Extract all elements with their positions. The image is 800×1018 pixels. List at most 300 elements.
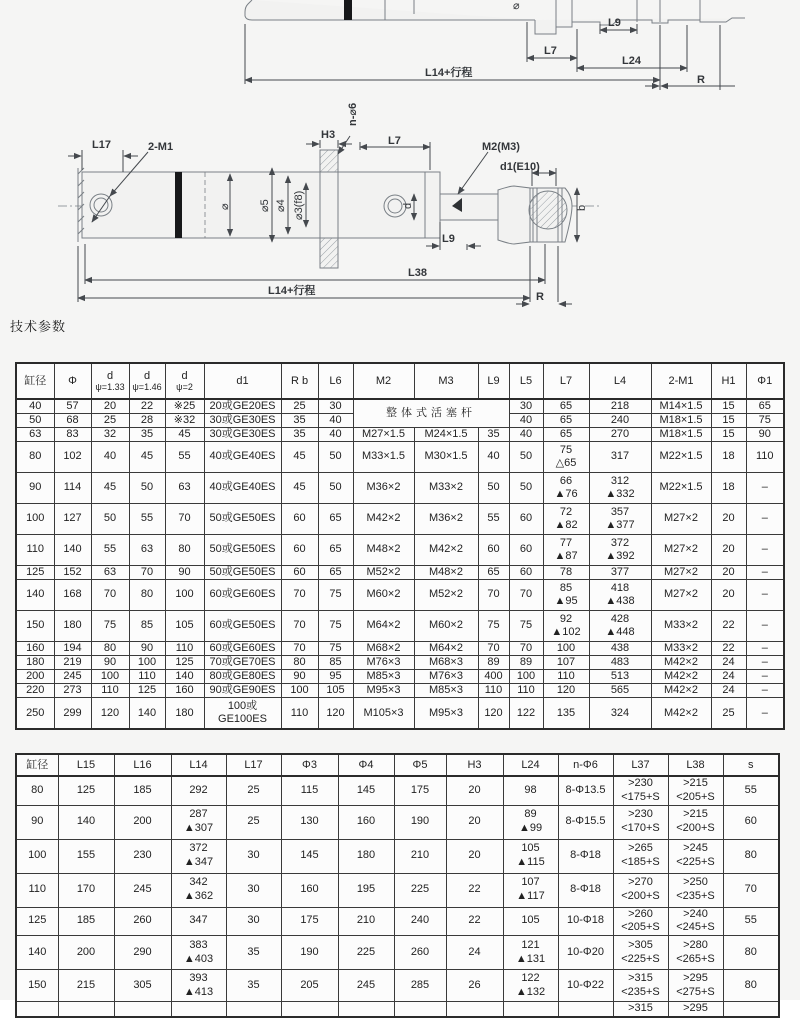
cell: M64×2	[414, 641, 478, 655]
cell: 85	[318, 655, 353, 669]
cell: 70	[478, 641, 509, 655]
cell: 140	[165, 669, 204, 683]
table-row	[16, 1002, 779, 1017]
cell: 90或GE90ES	[204, 683, 281, 697]
cell: 63	[16, 427, 54, 441]
cell: 305	[114, 970, 171, 1002]
cell: >315 <235+S	[613, 970, 668, 1002]
table-row	[16, 776, 779, 805]
cell: 185	[58, 907, 114, 936]
table-row	[16, 805, 779, 839]
cell: >240 <245+S	[668, 907, 723, 936]
cell: 83	[54, 427, 91, 441]
cell: 185	[114, 776, 171, 805]
column-header: H1	[711, 363, 746, 399]
cell: 240	[394, 907, 446, 936]
cell: M52×2	[414, 579, 478, 610]
cell	[226, 1002, 281, 1017]
column-header: Φ	[54, 363, 91, 399]
cell: 245	[54, 669, 91, 683]
cell: 120	[318, 697, 353, 729]
cell: 50或GE50ES	[204, 503, 281, 534]
column-header: M3	[414, 363, 478, 399]
cell: M27×2	[651, 503, 711, 534]
cell: 68	[54, 413, 91, 427]
column-header: L15	[58, 754, 114, 776]
cell: 28	[129, 413, 165, 427]
cell: 75	[318, 579, 353, 610]
cell: –	[746, 565, 784, 579]
cell: 35	[478, 427, 509, 441]
cell: 372 ▲347	[171, 839, 226, 873]
cell: M68×3	[414, 655, 478, 669]
cell: 85	[129, 610, 165, 641]
column-header: L38	[668, 754, 723, 776]
cell: 45	[165, 427, 204, 441]
cell: 287 ▲307	[171, 805, 226, 839]
cell: 50或GE50ES	[204, 534, 281, 565]
cell: 8-Φ15.5	[558, 805, 613, 839]
cell: 18	[711, 441, 746, 472]
cell: 90	[129, 641, 165, 655]
cell: 110	[16, 534, 54, 565]
table-row	[16, 873, 779, 907]
cell: 215	[58, 970, 114, 1002]
cell: M42×2	[414, 534, 478, 565]
cell: M68×2	[353, 641, 414, 655]
cell: 75 △65	[543, 441, 589, 472]
cell: 100	[281, 683, 318, 697]
cell: 377	[589, 565, 651, 579]
cell: 40	[478, 441, 509, 472]
cell: 24	[711, 669, 746, 683]
dim-label-phi5: ⌀5	[259, 199, 271, 212]
cell: M60×2	[414, 610, 478, 641]
cell: 312 ▲332	[589, 472, 651, 503]
cell: 40	[318, 413, 353, 427]
cell: M18×1.5	[651, 413, 711, 427]
cell: M60×2	[353, 579, 414, 610]
cell: 260	[114, 907, 171, 936]
cell: 120	[543, 683, 589, 697]
cell: 30	[226, 873, 281, 907]
cell: 10-Φ22	[558, 970, 613, 1002]
cell: 127	[54, 503, 91, 534]
cell: 55	[723, 907, 779, 936]
cell: 70或GE70ES	[204, 655, 281, 669]
cell: 25	[281, 399, 318, 413]
cell: 50	[509, 472, 543, 503]
cell: 45	[129, 441, 165, 472]
cell: –	[746, 655, 784, 669]
cell: 324	[589, 697, 651, 729]
cell: 60	[509, 503, 543, 534]
tech-params-table-main	[15, 362, 785, 730]
cell: 50	[478, 472, 509, 503]
table-row	[16, 970, 779, 1002]
cell: 400	[478, 669, 509, 683]
cell: M48×2	[414, 565, 478, 579]
cell: 70	[723, 873, 779, 907]
cell: 100	[129, 655, 165, 669]
cell: M27×2	[651, 565, 711, 579]
cell: 70	[129, 565, 165, 579]
dim-label-l9: L9	[608, 17, 621, 29]
dim-label-l9-main: L9	[442, 233, 455, 245]
table-row	[16, 441, 784, 472]
cell: 55	[129, 503, 165, 534]
cell: 18	[711, 472, 746, 503]
cell: 125	[16, 907, 58, 936]
cell: 75	[746, 413, 784, 427]
cell: 89	[478, 655, 509, 669]
dim-label-n-phi6: n-⌀6	[347, 102, 359, 126]
cell	[723, 1002, 779, 1017]
cell: >260 <205+S	[613, 907, 668, 936]
cell: 60	[281, 503, 318, 534]
cell: 15	[711, 413, 746, 427]
cell: M14×1.5	[651, 399, 711, 413]
cell: 45	[281, 441, 318, 472]
cell: 35	[226, 970, 281, 1002]
cell: M18×1.5	[651, 427, 711, 441]
cell	[338, 1002, 394, 1017]
cell: 50或GE50ES	[204, 565, 281, 579]
cell: 80	[16, 776, 58, 805]
cell: 180	[165, 697, 204, 729]
cell: 200	[114, 805, 171, 839]
column-header: d1	[204, 363, 281, 399]
cell: 210	[394, 839, 446, 873]
cell: 114	[54, 472, 91, 503]
cell: 90	[16, 472, 54, 503]
cell: 40或GE40ES	[204, 472, 281, 503]
cell: 80	[16, 441, 54, 472]
cell: 115	[281, 776, 338, 805]
cell: 30	[509, 399, 543, 413]
cell: –	[746, 610, 784, 641]
tech-params-table-mounting	[15, 753, 780, 1018]
cell: 122	[509, 697, 543, 729]
cell: 110	[281, 697, 318, 729]
cell: 428 ▲448	[589, 610, 651, 641]
table-row	[16, 641, 784, 655]
cell: 55	[91, 534, 129, 565]
cell: 20	[711, 534, 746, 565]
cell: 102	[54, 441, 91, 472]
cell: M42×2	[651, 655, 711, 669]
cell: M27×2	[651, 579, 711, 610]
cell	[503, 1002, 558, 1017]
dim-label-l7-main: L7	[388, 135, 401, 147]
cell: >270 <200+S	[613, 873, 668, 907]
cylinder-diagram-main	[0, 102, 800, 313]
cell: 98	[503, 776, 558, 805]
cell: >280 <265+S	[668, 936, 723, 970]
column-header: s	[723, 754, 779, 776]
cell: 168	[54, 579, 91, 610]
cell: 65	[478, 565, 509, 579]
cell: 120	[478, 697, 509, 729]
cell	[394, 1002, 446, 1017]
cell: 50	[129, 472, 165, 503]
cell	[558, 1002, 613, 1017]
dim-label-r-main: R	[536, 291, 544, 303]
cell: 122 ▲132	[503, 970, 558, 1002]
cell: 26	[446, 970, 503, 1002]
table-row	[16, 907, 779, 936]
cell: M33×1.5	[353, 441, 414, 472]
cell: M22×1.5	[651, 441, 711, 472]
column-header: L4	[589, 363, 651, 399]
cell: 10-Φ18	[558, 907, 613, 936]
cell: –	[746, 534, 784, 565]
cell: 200	[58, 936, 114, 970]
table-row	[16, 399, 784, 413]
cell: 70	[281, 641, 318, 655]
section-title: 技术参数	[10, 319, 67, 334]
table-row	[16, 655, 784, 669]
column-header: L7	[543, 363, 589, 399]
dim-label-phi: ⌀	[219, 203, 231, 210]
cell: M76×3	[353, 655, 414, 669]
column-header: L24	[503, 754, 558, 776]
cell: 20	[91, 399, 129, 413]
cell: 45	[91, 472, 129, 503]
cell: 105	[503, 907, 558, 936]
cell: 25	[226, 805, 281, 839]
cell: >265 <185+S	[613, 839, 668, 873]
dim-label-2m1: 2-M1	[148, 141, 174, 153]
cell: 25	[226, 776, 281, 805]
cell: M33×2	[651, 610, 711, 641]
cell: 418 ▲438	[589, 579, 651, 610]
cell: 70	[91, 579, 129, 610]
cell: 110	[478, 683, 509, 697]
cell: 75	[478, 610, 509, 641]
column-header: R b	[281, 363, 318, 399]
cell: 245	[114, 873, 171, 907]
cell: 65	[318, 503, 353, 534]
cell: 89 ▲99	[503, 805, 558, 839]
column-header: d ψ=1.33	[91, 363, 129, 399]
cell: 125	[16, 565, 54, 579]
cell: 22	[711, 641, 746, 655]
cell: 40	[509, 427, 543, 441]
dim-label-d: d	[402, 202, 414, 209]
cell: 8-Φ18	[558, 839, 613, 873]
cell	[171, 1002, 226, 1017]
dim-label-h3: H3	[321, 129, 336, 141]
column-header: 缸径	[16, 754, 58, 776]
cell: M42×2	[651, 697, 711, 729]
cell: 60	[478, 534, 509, 565]
table-row	[16, 610, 784, 641]
cell: 145	[281, 839, 338, 873]
dim-label-l38: L38	[408, 267, 427, 279]
cell: >250 <235+S	[668, 873, 723, 907]
column-header: n-Φ6	[558, 754, 613, 776]
cell: 225	[338, 936, 394, 970]
cell: 90	[16, 805, 58, 839]
cell: 22	[129, 399, 165, 413]
cell: 105 ▲115	[503, 839, 558, 873]
column-header: L6	[318, 363, 353, 399]
cell: 40	[16, 399, 54, 413]
table-row	[16, 669, 784, 683]
cell: 80	[723, 936, 779, 970]
cell: 65	[543, 427, 589, 441]
cell: 219	[54, 655, 91, 669]
cell: 40	[509, 413, 543, 427]
cell: 110	[746, 441, 784, 472]
dim-label-m2m3: M2(M3)	[482, 141, 520, 153]
cell: 78	[543, 565, 589, 579]
cell: 357 ▲377	[589, 503, 651, 534]
cell: M85×3	[414, 683, 478, 697]
cell: M24×1.5	[414, 427, 478, 441]
cell: 70	[281, 579, 318, 610]
cylinder-diagram-top	[0, 0, 800, 112]
cell: 89	[509, 655, 543, 669]
cell: 383 ▲403	[171, 936, 226, 970]
cell: 80	[165, 534, 204, 565]
column-header: 缸径	[16, 363, 54, 399]
cell: 140	[16, 579, 54, 610]
cell: >215 <205+S	[668, 776, 723, 805]
cell: 20或GE20ES	[204, 399, 281, 413]
cell	[16, 1002, 58, 1017]
cell: 75	[91, 610, 129, 641]
cell: 25	[711, 697, 746, 729]
cell: 35	[129, 427, 165, 441]
cell: 80	[91, 641, 129, 655]
cell: 190	[281, 936, 338, 970]
cell: 260	[394, 936, 446, 970]
cell: 194	[54, 641, 91, 655]
cell: 110	[91, 683, 129, 697]
cell: 125	[58, 776, 114, 805]
cell: –	[746, 503, 784, 534]
cell: 393 ▲413	[171, 970, 226, 1002]
cell: 200	[16, 669, 54, 683]
cell: 50	[91, 503, 129, 534]
table-row	[16, 427, 784, 441]
cell: 65	[318, 565, 353, 579]
cell: –	[746, 641, 784, 655]
table-row	[16, 579, 784, 610]
cell: 15	[711, 399, 746, 413]
cell: 63	[129, 534, 165, 565]
cell: 245	[338, 970, 394, 1002]
cell: 70	[478, 579, 509, 610]
cell: M27×2	[651, 534, 711, 565]
cell: 175	[394, 776, 446, 805]
table-row	[16, 503, 784, 534]
cell: 80	[723, 970, 779, 1002]
cell: 180	[54, 610, 91, 641]
cell: –	[746, 697, 784, 729]
cell: 20	[446, 776, 503, 805]
cell: >230 <175+S	[613, 776, 668, 805]
cell: M76×3	[414, 669, 478, 683]
cell: 20	[711, 579, 746, 610]
cell: 180	[16, 655, 54, 669]
cell: M95×3	[353, 683, 414, 697]
cell: 22	[711, 610, 746, 641]
dim-label-l14-stroke-main: L14+行程	[268, 285, 316, 297]
cell: 160	[281, 873, 338, 907]
cell: 150	[16, 610, 54, 641]
cell: 290	[114, 936, 171, 970]
cell: 50	[509, 441, 543, 472]
cell: 125	[165, 655, 204, 669]
cell: 60	[723, 805, 779, 839]
cell: 292	[171, 776, 226, 805]
cell: –	[746, 669, 784, 683]
cell: 30	[318, 399, 353, 413]
cell: 55	[723, 776, 779, 805]
table-row	[16, 472, 784, 503]
cell: 70	[281, 610, 318, 641]
cell: 273	[54, 683, 91, 697]
cell: 30	[226, 839, 281, 873]
cell: 40	[318, 427, 353, 441]
cell: 92 ▲102	[543, 610, 589, 641]
cell: 70	[509, 579, 543, 610]
cell: >305 <225+S	[613, 936, 668, 970]
cell: M95×3	[414, 697, 478, 729]
cell: 175	[281, 907, 338, 936]
cell: 65	[543, 399, 589, 413]
table-row	[16, 697, 784, 729]
dim-label-phi3: ⌀3(f8)	[293, 190, 305, 220]
cell: 32	[91, 427, 129, 441]
table-row	[16, 534, 784, 565]
cell: 225	[394, 873, 446, 907]
cell: 110	[509, 683, 543, 697]
column-header: d ψ=2	[165, 363, 204, 399]
cell: 152	[54, 565, 91, 579]
cell: 100或 GE100ES	[204, 697, 281, 729]
column-header: d ψ=1.46	[129, 363, 165, 399]
cell: 347	[171, 907, 226, 936]
cell: 100	[543, 641, 589, 655]
cell: 35	[281, 427, 318, 441]
merged-cell: 整体式活塞杆	[353, 399, 509, 427]
cell: ※32	[165, 413, 204, 427]
cell: 160	[16, 641, 54, 655]
cell: M64×2	[353, 610, 414, 641]
column-header: L16	[114, 754, 171, 776]
cell: M22×1.5	[651, 472, 711, 503]
column-header: H3	[446, 754, 503, 776]
cell: 65	[318, 534, 353, 565]
dim-label-b: b	[576, 204, 588, 211]
column-header: L14	[171, 754, 226, 776]
cell: M42×2	[353, 503, 414, 534]
cell: 140	[129, 697, 165, 729]
cell: 150	[16, 970, 58, 1002]
cell: 195	[338, 873, 394, 907]
cell: 100	[16, 503, 54, 534]
cell: 30或GE30ES	[204, 427, 281, 441]
cell: 60	[509, 534, 543, 565]
cell: 565	[589, 683, 651, 697]
cell	[281, 1002, 338, 1017]
cell: 77 ▲87	[543, 534, 589, 565]
cell: M27×1.5	[353, 427, 414, 441]
